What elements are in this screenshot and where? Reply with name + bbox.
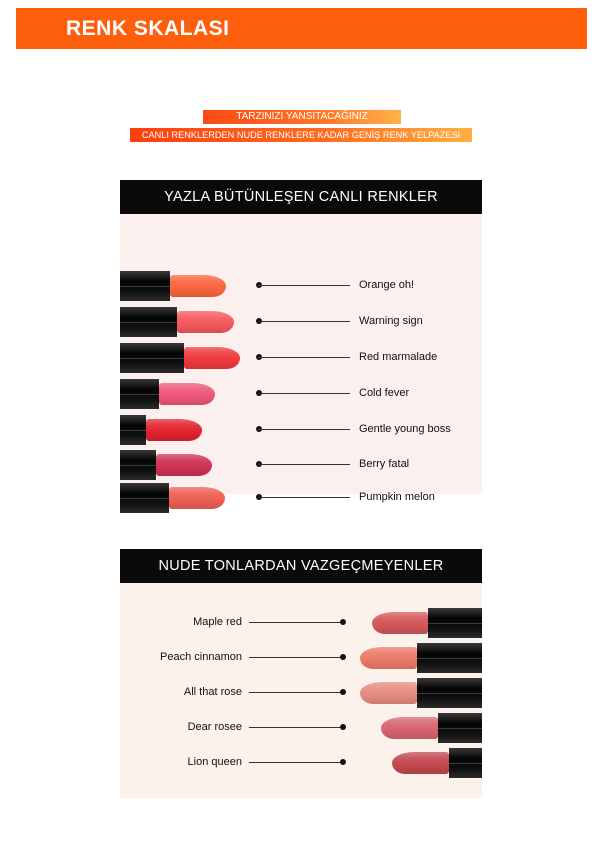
lipstick-swatch <box>370 747 482 779</box>
vivid-section-title: YAZLA BÜTÜNLEŞEN CANLI RENKLER <box>120 180 482 214</box>
shade-row <box>120 270 482 302</box>
leader-dot <box>340 619 346 625</box>
shade-name: Pumpkin melon <box>359 491 435 503</box>
lipstick-bullet <box>169 487 225 509</box>
lipstick-tube <box>438 713 482 743</box>
leader-line <box>258 429 350 430</box>
shade-name: Orange oh! <box>359 279 415 291</box>
lipstick-tube <box>120 415 146 445</box>
tagline-line-2: CANLI RENKLERDEN NUDE RENKLERE KADAR GENİŞ RENK YELPAZESİ <box>130 128 472 142</box>
shade-row <box>120 607 482 639</box>
leader-dot <box>340 759 346 765</box>
shade-row <box>120 482 482 514</box>
lipstick-swatch <box>370 677 482 709</box>
shade-row <box>120 712 482 744</box>
shade-name: Warning sign <box>359 315 423 327</box>
lipstick-swatch <box>120 270 230 302</box>
leader-line <box>249 692 342 693</box>
lipstick-tube <box>120 379 159 409</box>
lipstick-bullet <box>381 717 438 739</box>
leader-line <box>258 321 350 322</box>
page-header <box>16 8 587 49</box>
shade-row <box>120 342 482 374</box>
shade-name: Berry fatal <box>359 458 410 470</box>
lipstick-tube <box>120 343 184 373</box>
lipstick-swatch <box>370 712 482 744</box>
lipstick-swatch <box>120 449 230 481</box>
vivid-shade-list <box>120 214 482 503</box>
nude-section-title: NUDE TONLARDAN VAZGEÇMEYENLER <box>120 549 482 583</box>
nude-shade-list <box>120 583 482 798</box>
lipstick-tube <box>449 748 482 778</box>
tagline-line-1: TARZINIZI YANSITACAĞINIZ <box>203 110 401 124</box>
lipstick-bullet <box>156 454 212 476</box>
lipstick-swatch <box>370 607 482 639</box>
leader-line <box>258 357 350 358</box>
leader-line <box>249 622 342 623</box>
shade-name: Lion queen <box>187 756 242 768</box>
shade-row <box>120 642 482 674</box>
lipstick-bullet <box>184 347 240 369</box>
lipstick-swatch <box>120 342 230 374</box>
shade-row <box>120 378 482 410</box>
shade-row <box>120 677 482 709</box>
shade-name: Dear rosee <box>187 721 242 733</box>
page-title: RENK SKALASI <box>66 17 230 40</box>
shade-name: All that rose <box>183 686 242 698</box>
lipstick-swatch <box>120 378 230 410</box>
lipstick-tube <box>428 608 482 638</box>
leader-line <box>258 497 350 498</box>
lipstick-tube <box>120 307 177 337</box>
lipstick-tube <box>120 483 169 513</box>
lipstick-swatch <box>120 482 230 514</box>
shade-row <box>120 306 482 338</box>
lipstick-bullet <box>177 311 234 333</box>
lipstick-bullet <box>170 275 226 297</box>
lipstick-bullet <box>360 682 417 704</box>
lipstick-bullet <box>392 752 449 774</box>
shade-row <box>120 414 482 446</box>
shade-row <box>120 449 482 481</box>
lipstick-tube <box>417 643 482 673</box>
lipstick-tube <box>120 271 170 301</box>
shade-name: Maple red <box>193 616 242 628</box>
leader-line <box>249 762 342 763</box>
leader-dot <box>340 654 346 660</box>
shade-name: Peach cinnamon <box>160 651 242 663</box>
leader-dot <box>340 724 346 730</box>
lipstick-swatch <box>120 414 230 446</box>
leader-dot <box>340 689 346 695</box>
lipstick-swatch <box>370 642 482 674</box>
lipstick-bullet <box>360 647 417 669</box>
lipstick-tube <box>120 450 156 480</box>
nude-tones-section <box>120 549 482 798</box>
vivid-colors-section <box>120 180 482 503</box>
leader-line <box>258 285 350 286</box>
lipstick-tube <box>417 678 482 708</box>
lipstick-swatch <box>120 306 230 338</box>
leader-line <box>249 727 342 728</box>
shade-row <box>120 747 482 779</box>
leader-line <box>258 464 350 465</box>
lipstick-bullet <box>372 612 428 634</box>
shade-name: Red marmalade <box>359 351 438 363</box>
shade-name: Gentle young boss <box>359 423 451 435</box>
lipstick-bullet <box>159 383 215 405</box>
lipstick-bullet <box>146 419 202 441</box>
leader-line <box>249 657 342 658</box>
shade-name: Cold fever <box>359 387 410 399</box>
leader-line <box>258 393 350 394</box>
